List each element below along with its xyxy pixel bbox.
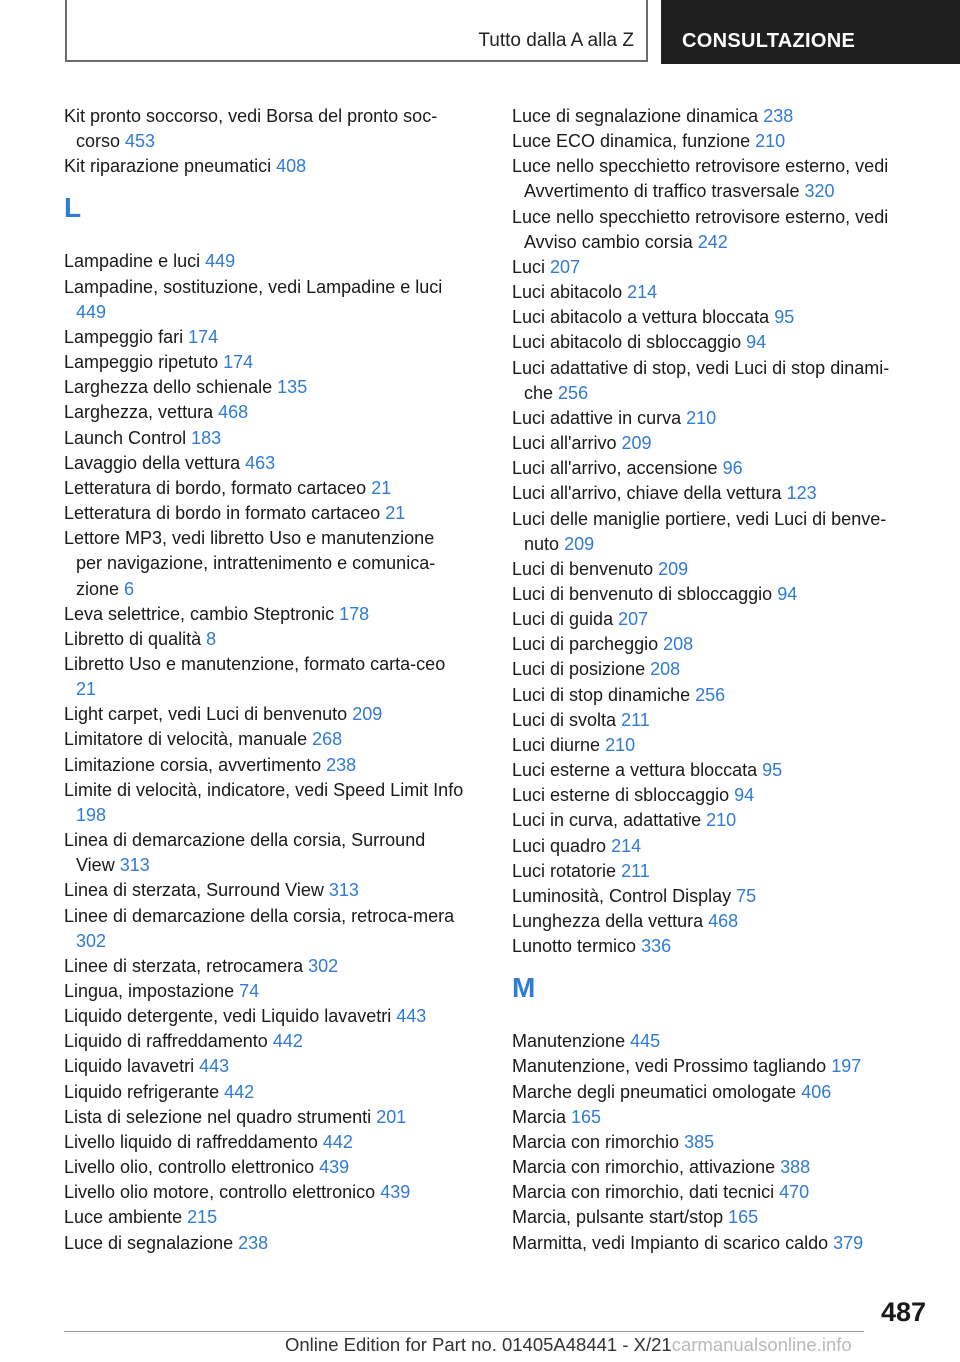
index-entry-term: Marche degli pneumatici omologate	[512, 1081, 797, 1102]
index-entry-page-link[interactable]: 442	[224, 1081, 255, 1102]
index-entry-page-link[interactable]: 408	[276, 156, 307, 177]
index-entry-page-link[interactable]: 445	[630, 1031, 661, 1052]
index-entry-term: Larghezza, vettura	[64, 402, 214, 423]
index-entry	[64, 400, 464, 425]
index-entry-page-link[interactable]: 21	[76, 679, 97, 700]
index-entry-page-link[interactable]: 209	[564, 533, 595, 554]
index-entry-term: Luci esterne di sbloccaggio	[512, 785, 730, 806]
index-entry-term: Luce ambiente	[64, 1207, 183, 1228]
index-entry-term: Livello olio motore, controllo elettronico	[64, 1182, 376, 1203]
index-entry	[512, 280, 916, 305]
index-entry	[64, 104, 464, 154]
index-entry-page-link[interactable]: 453	[125, 131, 156, 152]
index-entry-term: Luci di svolta	[512, 709, 617, 730]
index-entry	[512, 154, 916, 204]
index-entry-term: Luci abitacolo a vettura bloccata	[512, 307, 770, 328]
index-entry-page-link[interactable]: 320	[804, 181, 835, 202]
index-entry-term: Marcia, pulsante start/stop	[512, 1207, 724, 1228]
index-entry-page-link[interactable]: 95	[774, 307, 795, 328]
index-entry-page-link[interactable]: 198	[76, 804, 107, 825]
index-entry-page-link[interactable]: 336	[641, 936, 672, 957]
index-entry-page-link[interactable]: 211	[621, 709, 650, 730]
index-entry-term: Larghezza dello schienale	[64, 377, 273, 398]
index-entry-term: Libretto Uso e manutenzione, formato carta‐ceo	[64, 653, 446, 674]
index-entry-page-link[interactable]: 443	[199, 1056, 230, 1077]
index-entry	[64, 1155, 464, 1180]
index-entry-page-link[interactable]: 207	[550, 256, 581, 277]
index-entry-term: Lista di selezione nel quadro strumenti	[64, 1106, 372, 1127]
index-entry	[64, 904, 464, 954]
index-entry	[512, 255, 916, 280]
index-entry-page-link[interactable]: 210	[706, 810, 737, 831]
index-entry	[512, 632, 916, 657]
index-entry	[512, 1231, 916, 1256]
index-entry	[512, 607, 916, 632]
index-entry	[64, 652, 464, 702]
index-entry-term: Limitazione corsia, avvertimento	[64, 754, 322, 775]
index-entry-term: Manutenzione	[512, 1031, 626, 1052]
index-entry-page-link[interactable]: 313	[119, 855, 150, 876]
index-entry-page-link[interactable]: 406	[801, 1081, 832, 1102]
index-entry	[64, 828, 464, 878]
index-entry-term: Marmitta, vedi Impianto di scarico caldo	[512, 1232, 829, 1253]
index-entry-page-link[interactable]: 165	[728, 1207, 759, 1228]
index-entry-page-link[interactable]: 256	[558, 382, 589, 403]
index-entry	[64, 375, 464, 400]
section-title: Tutto dalla A alla Z	[478, 30, 634, 51]
index-entry-term: Luci di benvenuto di sbloccaggio	[512, 583, 773, 604]
index-entry-term: Luci adattative di stop, vedi Luci di stop dinami‐che	[512, 357, 890, 403]
index-entry-page-link[interactable]: 209	[352, 704, 383, 725]
index-entry	[512, 481, 916, 506]
edition-text: Online Edition for Part no. 01405A48441 - X/21	[285, 1334, 672, 1355]
index-entry-term: Livello liquido di raffreddamento	[64, 1131, 318, 1152]
index-entry-term: Luce nello specchietto retrovisore esterno, vedi Avviso cambio corsia	[512, 206, 889, 252]
index-entry-term: Luci di benvenuto	[512, 558, 654, 579]
index-entry-term: Lunotto termico	[512, 936, 637, 957]
index-entry-term: Linee di demarcazione della corsia, retroca‐mera	[64, 905, 455, 926]
index-entry	[512, 1205, 916, 1230]
index-entry-term: Letteratura di bordo in formato cartaceo	[64, 503, 381, 524]
index-entry	[64, 350, 464, 375]
index-entry-page-link[interactable]: 379	[833, 1232, 864, 1253]
index-entry-term: Luci adattive in curva	[512, 407, 682, 428]
index-entry-page-link[interactable]: 238	[763, 106, 794, 126]
index-entry-term: Marcia	[512, 1106, 567, 1127]
index-entry-page-link[interactable]: 6	[124, 578, 135, 599]
index-entry-page-link[interactable]: 470	[779, 1182, 810, 1203]
index-entry	[512, 1180, 916, 1205]
index-entry	[512, 683, 916, 708]
index-entry-term: Kit pronto soccorso, vedi Borsa del pronto soc‐corso	[64, 106, 438, 152]
index-entry	[512, 305, 916, 330]
index-entry	[512, 356, 916, 406]
index-entry	[64, 778, 464, 828]
footer-edition	[285, 1334, 852, 1356]
index-entry-page-link[interactable]: 208	[663, 634, 694, 655]
index-entry	[64, 1029, 464, 1054]
index-entry-term: Lingua, impostazione	[64, 981, 235, 1001]
watermark: carmanualsonline.info	[671, 1334, 852, 1355]
index-entry-term: Luci all'arrivo, chiave della vettura	[512, 483, 782, 504]
index-entry	[512, 758, 916, 783]
index-entry-page-link[interactable]: 256	[695, 684, 726, 705]
index-entry	[64, 602, 464, 627]
index-entry-page-link[interactable]: 174	[223, 352, 254, 373]
index-entry-term: Light carpet, vedi Luci di benvenuto	[64, 704, 348, 725]
index-entry-page-link[interactable]: 94	[746, 332, 767, 353]
index-entry-page-link[interactable]: 8	[206, 628, 217, 649]
index-entry-page-link[interactable]: 442	[272, 1031, 303, 1052]
index-entry-page-link[interactable]: 463	[245, 452, 276, 473]
index-entry-term: Marcia con rimorchio	[512, 1131, 680, 1152]
index-entry-page-link[interactable]: 210	[755, 131, 786, 152]
index-entry	[64, 702, 464, 727]
index-entry-page-link[interactable]: 214	[611, 835, 642, 856]
footer-divider	[64, 1331, 864, 1332]
index-entry-page-link[interactable]: 96	[722, 458, 743, 479]
index-entry-term: Lettore MP3, vedi libretto Uso e manutenzione per navigazione, intrattenimento e comunica‐zione	[64, 528, 436, 599]
index-entry-term: Liquido lavavetri	[64, 1056, 195, 1077]
index-entry-page-link[interactable]: 210	[686, 407, 717, 428]
index-entry-page-link[interactable]: 210	[605, 734, 636, 755]
index-entry-term: Luce di segnalazione dinamica	[512, 106, 759, 126]
index-entry	[512, 1054, 916, 1079]
index-entry	[64, 1205, 464, 1230]
chapter-label: CONSULTAZIONE	[682, 30, 856, 52]
index-entry-page-link[interactable]: 449	[76, 301, 107, 322]
index-entry	[64, 954, 464, 979]
index-entry-term: Limitatore di velocità, manuale	[64, 729, 308, 750]
index-entry	[64, 476, 464, 501]
page-number: 487	[880, 1297, 926, 1327]
index-entry	[512, 783, 916, 808]
index-entry-page-link[interactable]: 197	[831, 1056, 862, 1077]
index-entry	[64, 979, 464, 1004]
index-entry-page-link[interactable]: 135	[277, 377, 308, 398]
index-entry	[64, 325, 464, 350]
index-entry-term: Liquido refrigerante	[64, 1081, 220, 1102]
index-entry-page-link[interactable]: 214	[627, 282, 658, 303]
index-entry-term: Luce nello specchietto retrovisore esterno, vedi Avvertimento di traffico trasversale	[512, 156, 889, 202]
index-entry	[512, 884, 916, 909]
index-entry-page-link[interactable]: 209	[621, 433, 652, 454]
index-entry-term: Manutenzione, vedi Prossimo tagliando	[512, 1056, 827, 1077]
index-entry	[64, 753, 464, 778]
index-entry-term: Lavaggio della vettura	[64, 452, 241, 473]
header-chapter-tab	[661, 0, 960, 64]
index-entry-page-link[interactable]: 174	[188, 326, 219, 347]
index-entry	[64, 154, 464, 179]
index-entry-term: Luce di segnalazione	[64, 1232, 234, 1253]
index-entry-page-link[interactable]: 75	[736, 885, 757, 906]
index-letter-heading: M	[512, 972, 536, 1004]
index-entry	[512, 859, 916, 884]
index-entry-page-link[interactable]: 74	[239, 981, 260, 1001]
index-entry-term: Luci quadro	[512, 835, 607, 856]
index-entry	[512, 456, 916, 481]
index-entry-term: Libretto di qualità	[64, 628, 202, 649]
index-entry	[64, 1004, 464, 1029]
index-entry-term: Letteratura di bordo, formato cartaceo	[64, 477, 367, 498]
index-entry-page-link[interactable]: 123	[786, 483, 817, 504]
index-entry-term: Lunghezza della vettura	[512, 911, 704, 931]
index-entry-page-link[interactable]: 242	[697, 231, 728, 252]
index-entry	[64, 727, 464, 752]
index-entry-term: Luci rotatorie	[512, 860, 617, 881]
header-section-box	[65, 0, 648, 62]
index-entry	[512, 808, 916, 833]
index-entry	[64, 426, 464, 451]
index-entry	[512, 129, 916, 154]
index-entry-term: Luci	[512, 256, 546, 277]
index-entry	[64, 451, 464, 476]
index-column-left	[64, 104, 464, 1256]
index-entry	[512, 104, 916, 129]
index-entry-term: Liquido detergente, vedi Liquido lavavetri	[64, 1006, 392, 1027]
index-entry-page-link[interactable]: 95	[762, 760, 783, 781]
index-entry	[512, 205, 916, 255]
index-entry-term: Luci di posizione	[512, 659, 646, 680]
index-entry-page-link[interactable]: 302	[76, 930, 107, 951]
index-entry	[64, 1130, 464, 1155]
index-entry-page-link[interactable]: 94	[777, 583, 798, 604]
index-entry	[512, 733, 916, 758]
index-entry-page-link[interactable]: 201	[376, 1106, 407, 1127]
index-entry	[512, 582, 916, 607]
index-entry-term: Limite di velocità, indicatore, vedi Speed Limit Info	[64, 779, 464, 800]
index-entry	[64, 878, 464, 903]
index-entry-term: Kit riparazione pneumatici	[64, 156, 272, 177]
index-entry	[64, 627, 464, 652]
index-entry-page-link[interactable]: 207	[618, 609, 649, 630]
index-entry-term: Luci all'arrivo	[512, 433, 617, 454]
index-entry-page-link[interactable]: 388	[780, 1157, 811, 1178]
index-entry-term: Luce ECO dinamica, funzione	[512, 131, 751, 152]
index-entry-page-link[interactable]: 442	[322, 1131, 353, 1152]
index-entry-page-link[interactable]: 439	[380, 1182, 411, 1203]
index-entry	[64, 1080, 464, 1105]
index-entry-page-link[interactable]: 443	[396, 1006, 427, 1027]
index-entry	[64, 526, 464, 601]
index-entry	[512, 834, 916, 859]
index-letter-heading: L	[64, 192, 82, 224]
index-entry-term: Lampadine e luci	[64, 251, 201, 272]
index-entry-term: Luci di parcheggio	[512, 634, 659, 655]
index-entry-term: Lampeggio ripetuto	[64, 352, 219, 373]
index-entry-page-link[interactable]: 165	[571, 1106, 602, 1127]
index-entry-page-link[interactable]: 215	[187, 1207, 218, 1228]
index-entry	[512, 431, 916, 456]
index-entry-page-link[interactable]: 211	[621, 860, 650, 881]
index-entry-term: Linee di sterzata, retrocamera	[64, 955, 304, 976]
index-entry	[512, 406, 916, 431]
index-entry	[512, 1080, 916, 1105]
index-entry-term: Luci in curva, adattative	[512, 810, 702, 831]
index-entry	[512, 657, 916, 682]
index-entry-term: Luci abitacolo	[512, 282, 623, 303]
index-entry-page-link[interactable]: 21	[385, 503, 406, 524]
index-entry	[64, 1231, 464, 1256]
index-entry	[512, 1155, 916, 1180]
index-entry-page-link[interactable]: 468	[708, 911, 739, 931]
index-entry-term: Lampadine, sostituzione, vedi Lampadine e luci	[64, 276, 443, 297]
index-entry-page-link[interactable]: 439	[319, 1157, 350, 1178]
index-entry	[64, 1180, 464, 1205]
index-entry-term: Livello olio, controllo elettronico	[64, 1157, 315, 1178]
index-entry-page-link[interactable]: 21	[371, 477, 392, 498]
index-entry	[512, 708, 916, 733]
index-entry-page-link[interactable]: 238	[326, 754, 357, 775]
index-entry-page-link[interactable]: 208	[650, 659, 681, 680]
index-entry-term: Marcia con rimorchio, attivazione	[512, 1157, 776, 1178]
index-entry-term: Leva selettrice, cambio Steptronic	[64, 603, 335, 624]
index-entry	[512, 507, 916, 557]
index-entry	[512, 330, 916, 355]
index-entry-term: Luci abitacolo di sbloccaggio	[512, 332, 742, 353]
index-entry	[512, 1105, 916, 1130]
index-entry-term: Luci diurne	[512, 734, 601, 755]
index-entry-term: Launch Control	[64, 427, 187, 448]
index-entry-page-link[interactable]: 178	[339, 603, 370, 624]
index-entry-page-link[interactable]: 302	[308, 955, 339, 976]
index-entry-page-link[interactable]: 183	[191, 427, 222, 448]
index-entry	[64, 1054, 464, 1079]
index-entry-term: Luminosità, Control Display	[512, 885, 732, 906]
index-entry-page-link[interactable]: 468	[218, 402, 249, 423]
index-entry	[512, 1130, 916, 1155]
index-entry-page-link[interactable]: 385	[684, 1131, 715, 1152]
index-column-right	[512, 104, 916, 1256]
index-entry	[512, 934, 916, 959]
index-entry-page-link[interactable]: 209	[658, 558, 689, 579]
index-entry-page-link[interactable]: 268	[312, 729, 343, 750]
index-entry-term: Luci esterne a vettura bloccata	[512, 760, 758, 781]
index-entry	[64, 249, 464, 274]
index-entry-term: Marcia con rimorchio, dati tecnici	[512, 1182, 775, 1203]
index-entry	[512, 1029, 916, 1054]
index-entry-page-link[interactable]: 449	[205, 251, 236, 272]
index-entry-term: Luci delle maniglie portiere, vedi Luci di benve‐nuto	[512, 508, 887, 554]
index-entry-page-link[interactable]: 94	[734, 785, 755, 806]
index-entry-page-link[interactable]: 238	[238, 1232, 269, 1253]
index-entry	[512, 909, 916, 934]
index-entry-page-link[interactable]: 313	[328, 880, 359, 901]
index-entry-term: Luci di guida	[512, 609, 614, 630]
index-entry	[512, 557, 916, 582]
index-entry-term: Linea di demarcazione della corsia, Surround View	[64, 830, 426, 876]
index-entry	[64, 275, 464, 325]
index-entry-term: Luci di stop dinamiche	[512, 684, 691, 705]
index-entry	[64, 501, 464, 526]
index-entry-term: Lampeggio fari	[64, 326, 184, 347]
index-entry-term: Linea di sterzata, Surround View	[64, 880, 324, 901]
index-entry-term: Liquido di raffreddamento	[64, 1031, 268, 1052]
index-entry-term: Luci all'arrivo, accensione	[512, 458, 718, 479]
index-entry	[64, 1105, 464, 1130]
